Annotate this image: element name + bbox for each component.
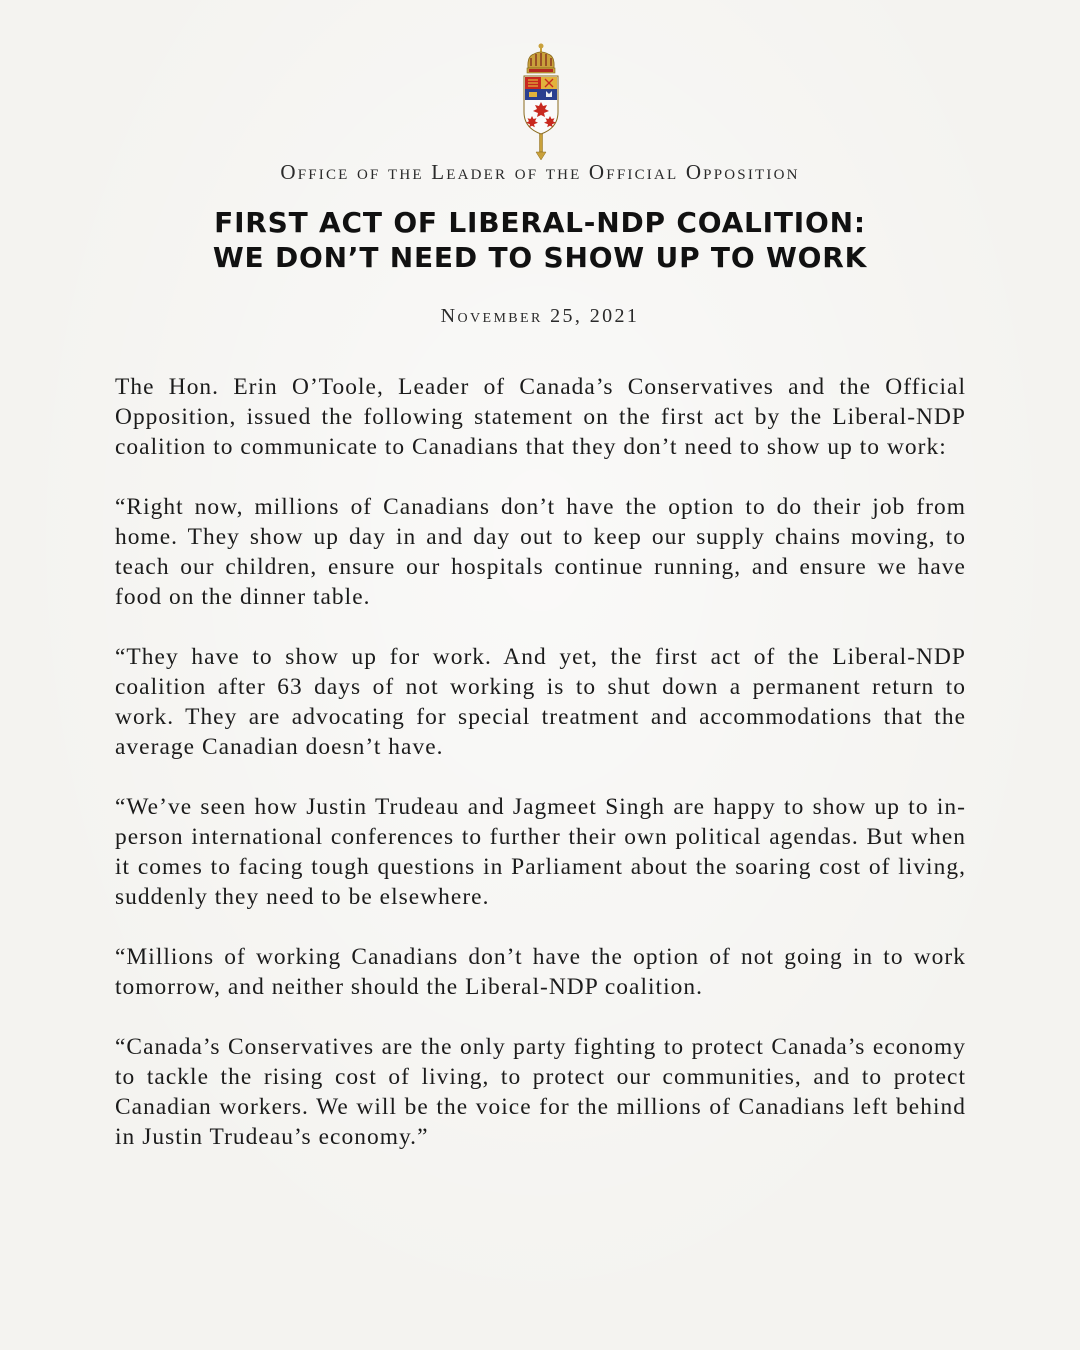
paragraph: “Millions of working Canadians don’t have the option of not going in to work tomorrow, and neither should the Liberal-NDP coalition.	[115, 944, 966, 1000]
title-line-1: FIRST ACT OF LIBERAL-NDP COALITION:	[214, 206, 866, 239]
paragraph: “Right now, millions of Canadians don’t have the option to do their job from home. They show up day in and day out to keep our supply chains moving, to teach our children, ensure our hospitals continue running, and ensure we have food on the dinner table.	[115, 494, 966, 610]
statement-body	[115, 372, 966, 1182]
title-line-2: WE DON’T NEED TO SHOW UP TO WORK	[212, 241, 868, 274]
paragraph: The Hon. Erin O’Toole, Leader of Canada’s Conservatives and the Official Opposition, issued the following statement on the first act by the Liberal-NDP coalition to communicate to Canadians that they don’t need to show up to work:	[115, 374, 966, 460]
office-heading: Office of the Leader of the Official Opposition	[280, 160, 800, 184]
paragraph: “We’ve seen how Justin Trudeau and Jagmeet Singh are happy to show up to in-person international conferences to further their own political agendas. But when it comes to facing tough questions in Parliament about the soaring cost of living, suddenly they need to be elsewhere.	[115, 794, 966, 910]
canada-parliament-coat-of-arms-icon	[519, 42, 563, 160]
paragraph: “Canada’s Conservatives are the only party fighting to protect Canada’s economy to tackle the rising cost of living, to protect our communities, and to protect Canadian workers. We will be the voice for the millions of Canadians left behind in Justin Trudeau’s economy.”	[115, 1034, 966, 1150]
statement-title	[0, 205, 1080, 275]
statement-date: November 25, 2021	[440, 305, 640, 327]
paragraph: “They have to show up for work. And yet, the first act of the Liberal-NDP coalition after 63 days of not working is to shut down a permanent return to work. They are advocating for special treatment and accommodations that the average Canadian doesn’t have.	[115, 644, 966, 760]
